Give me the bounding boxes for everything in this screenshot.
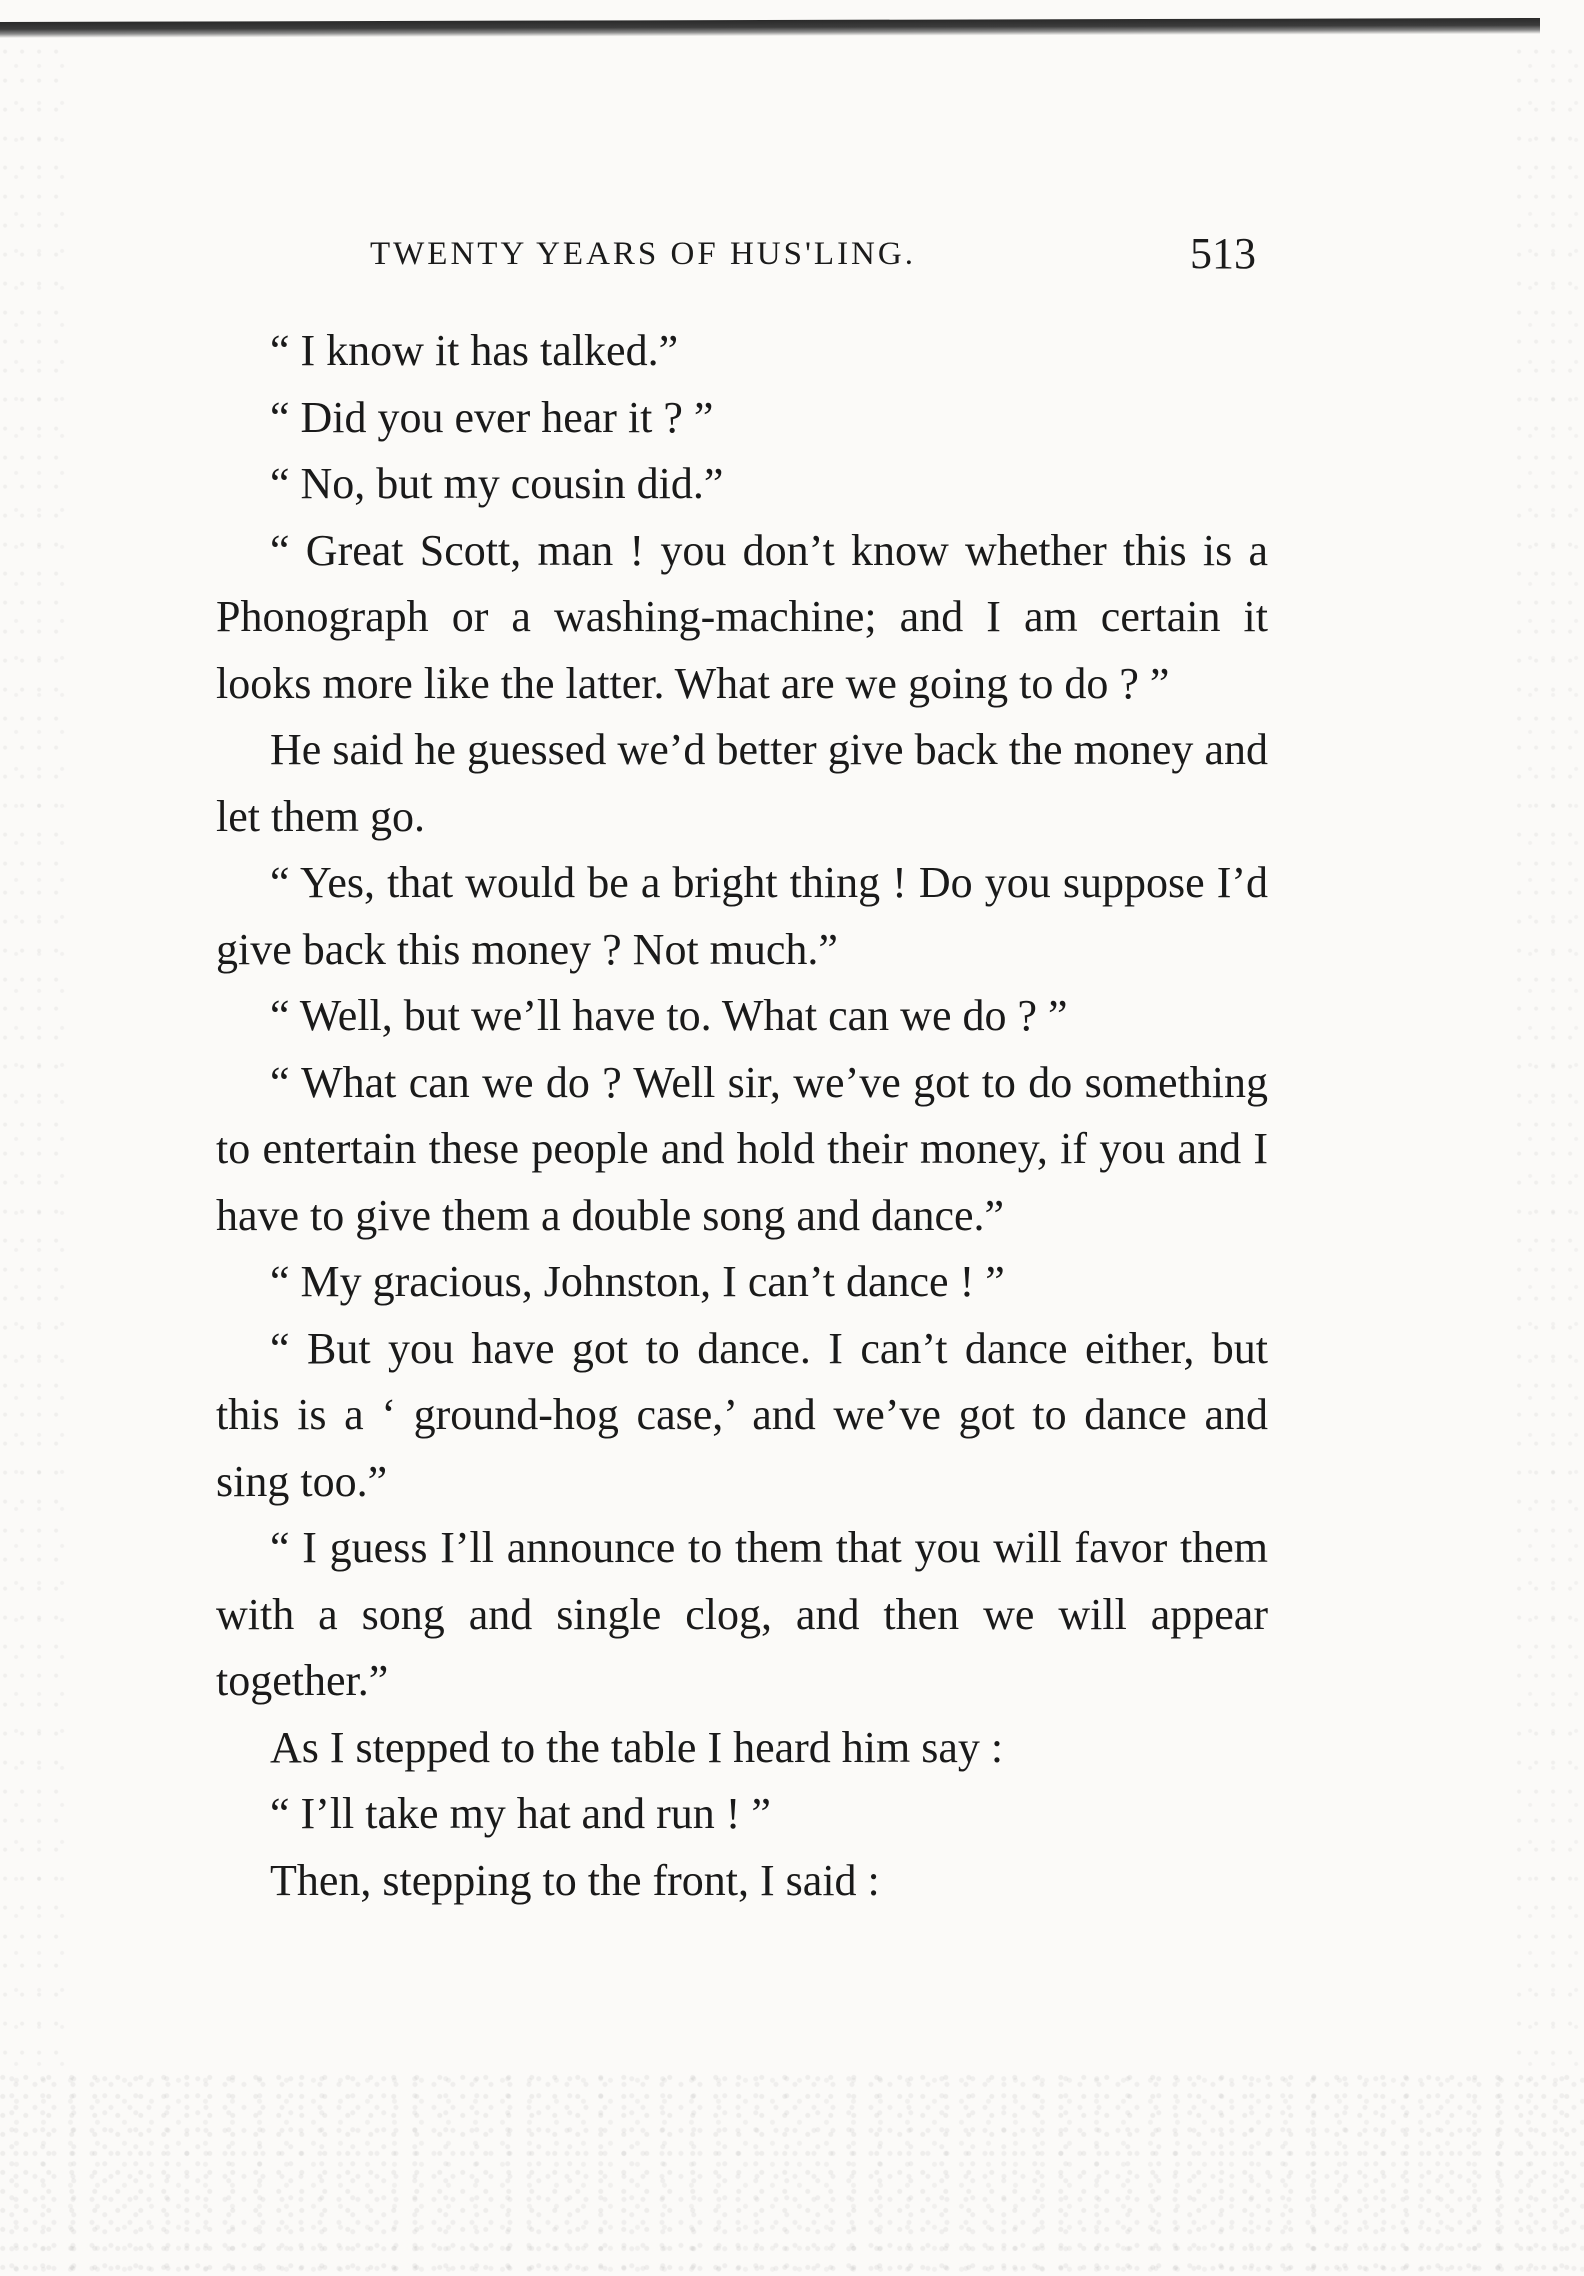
- paragraph: “ Did you ever hear it ? ”: [270, 392, 714, 442]
- scan-edge: [0, 18, 1540, 38]
- page-header: [370, 228, 1270, 288]
- paragraph: “ I’ll take my hat and run ! ”: [270, 1789, 771, 1838]
- running-head: TWENTY YEARS OF HUS'LING.: [370, 236, 916, 272]
- paragraph: “ Great Scott, man ! you don’t know whether this is a Phonograph or a washing-machine; and I am certain it looks more like the latter. What are we going to do ? ”: [216, 525, 1268, 708]
- scan-noise-right: [1514, 40, 1584, 2070]
- scan-noise-bottom: [0, 2066, 1584, 2276]
- paragraph: “ I know it has talked.”: [270, 326, 679, 375]
- paragraph: “ My gracious, Johnston, I can’t dance ! ”: [270, 1257, 1005, 1306]
- body-text: [216, 318, 1268, 1914]
- scan-noise-left: [0, 40, 70, 2070]
- paragraph: Then, stepping to the front, I said :: [270, 1855, 880, 1905]
- paragraph: “ But you have got to dance. I can’t dance either, but this is a ‘ ground-hog case,’ and we’ve got to dance and sing too.”: [216, 1323, 1268, 1506]
- paragraph: “ No, but my cousin did.”: [270, 459, 724, 508]
- paragraph: “ I guess I’ll announce to them that you will favor them with a song and single clog, and then we will appear together.”: [216, 1523, 1268, 1705]
- page-number: 513: [1190, 229, 1256, 278]
- paragraph: “ What can we do ? Well sir, we’ve got to do something to entertain these people and hold their money, if you and I have to give them a double song and dance.”: [216, 1057, 1268, 1240]
- paragraph: As I stepped to the table I heard him say :: [270, 1722, 1004, 1772]
- paragraph: “ Yes, that would be a bright thing ! Do you suppose I’d give back this money ? Not much.”: [216, 858, 1268, 974]
- paragraph: He said he guessed we’d better give back the money and let them go.: [216, 725, 1268, 841]
- paragraph: “ Well, but we’ll have to. What can we do ? ”: [270, 991, 1068, 1040]
